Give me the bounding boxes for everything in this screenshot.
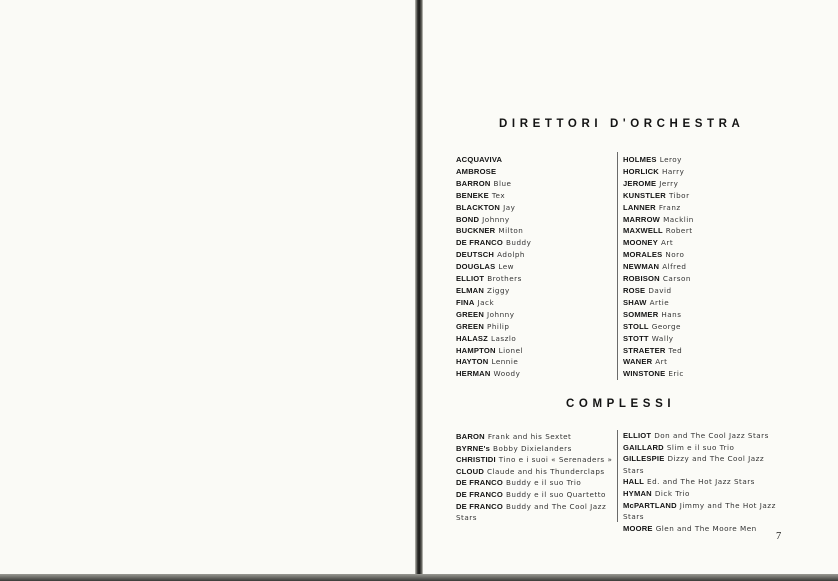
- list-item: [623, 237, 793, 249]
- groups-heading: COMPLESSI: [566, 398, 676, 410]
- surname: BENEKE: [456, 190, 489, 200]
- surname: BARRON: [456, 178, 491, 188]
- left-blank-page: [0, 0, 415, 581]
- list-item: [623, 333, 793, 345]
- given-name: Harry: [662, 166, 685, 176]
- list-item: [456, 249, 606, 261]
- list-item: [456, 166, 606, 178]
- list-item: [456, 273, 606, 285]
- groups-list-right: [623, 430, 785, 534]
- list-item: [456, 154, 606, 166]
- list-item: [456, 477, 616, 489]
- surname: DE FRANCO: [456, 478, 503, 488]
- list-item: [456, 309, 606, 321]
- list-item: [623, 202, 793, 214]
- surname: ROBISON: [623, 274, 660, 284]
- list-item: [456, 431, 616, 443]
- given-name: Milton: [498, 226, 524, 236]
- list-item: [456, 443, 616, 455]
- list-item: [623, 345, 793, 357]
- surname: FINA: [456, 297, 475, 307]
- given-name: Lennie: [491, 357, 519, 367]
- given-name: Art: [655, 357, 668, 367]
- surname: HAMPTON: [456, 345, 496, 355]
- list-item: [456, 214, 606, 226]
- list-item: [623, 476, 785, 488]
- list-item: [456, 356, 606, 368]
- list-item: [456, 202, 606, 214]
- given-name: Buddy: [505, 238, 532, 248]
- surname: STOLL: [623, 321, 649, 331]
- group-description: Dick Trio: [654, 488, 690, 498]
- list-item: [456, 225, 606, 237]
- list-item: [623, 442, 785, 454]
- group-description: Tino e i suoi « Serenaders »: [498, 455, 613, 465]
- given-name: Philip: [487, 321, 510, 331]
- page-number: 7: [776, 531, 782, 542]
- given-name: Franz: [658, 202, 681, 212]
- surname: SOMMER: [623, 309, 659, 319]
- given-name: Wally: [651, 333, 674, 343]
- surname: BYRNE's: [456, 443, 491, 453]
- list-item: [623, 368, 793, 380]
- given-name: Macklin: [663, 214, 694, 224]
- list-item: [623, 285, 793, 297]
- surname: BARON: [456, 432, 485, 441]
- surname: MARROW: [623, 214, 661, 224]
- given-name: Alfred: [662, 262, 687, 272]
- given-name: Robert: [665, 226, 693, 236]
- orchestra-heading: DIRETTORI D'ORCHESTRA: [499, 118, 745, 130]
- surname: DE FRANCO: [456, 489, 503, 499]
- surname: GAILLARD: [623, 442, 664, 452]
- given-name: Tex: [491, 190, 506, 200]
- orchestra-list-left: [456, 154, 606, 380]
- book-gutter: [415, 0, 423, 581]
- given-name: Blue: [493, 178, 512, 188]
- surname: STOTT: [623, 333, 649, 343]
- surname: GREEN: [456, 321, 485, 331]
- surname: BLACKTON: [456, 202, 501, 212]
- given-name: Tibor: [668, 190, 690, 200]
- given-name: Jerry: [659, 178, 679, 188]
- given-name: Lionel: [498, 345, 524, 355]
- given-name: Adolph: [497, 250, 525, 260]
- surname: KUNSTLER: [623, 190, 666, 200]
- given-name: Jack: [477, 297, 495, 307]
- given-name: Jay: [503, 202, 516, 212]
- surname: HERMAN: [456, 369, 491, 379]
- list-item: [623, 273, 793, 285]
- group-description: Glen and The Moore Men: [655, 523, 757, 533]
- column-divider: [617, 430, 618, 522]
- surname: ACQUAVIVA: [456, 155, 503, 164]
- group-description: Don and The Cool Jazz Stars: [654, 431, 769, 440]
- given-name: Ted: [668, 345, 683, 355]
- surname: HOLMES: [623, 155, 657, 164]
- surname: MORALES: [623, 250, 663, 260]
- surname: WINSTONE: [623, 369, 666, 379]
- given-name: Woody: [493, 369, 521, 379]
- group-description: Slim e il suo Trio: [666, 442, 735, 452]
- column-divider: [617, 152, 618, 380]
- given-name: George: [651, 321, 681, 331]
- list-item: [456, 190, 606, 202]
- list-item: [623, 190, 793, 202]
- group-description: Jimmy and The Hot Jazz Stars: [623, 500, 776, 522]
- surname: NEWMAN: [623, 262, 660, 272]
- list-item: [623, 178, 793, 190]
- given-name: David: [648, 285, 672, 295]
- given-name: Hans: [661, 309, 682, 319]
- group-description: Ed. and The Hot Jazz Stars: [647, 477, 755, 487]
- given-name: Artie: [649, 297, 670, 307]
- surname: BOND: [456, 214, 480, 224]
- list-item: [623, 488, 785, 500]
- list-item: [456, 466, 616, 478]
- surname: ELMAN: [456, 285, 484, 295]
- list-item: [456, 333, 606, 345]
- given-name: Leroy: [659, 155, 682, 164]
- list-item: [456, 285, 606, 297]
- surname: BUCKNER: [456, 226, 496, 236]
- list-item: [623, 166, 793, 178]
- given-name: Art: [660, 238, 674, 248]
- given-name: Carson: [662, 274, 691, 284]
- list-item: [456, 501, 616, 524]
- surname: MOORE: [623, 523, 653, 533]
- list-item: [623, 356, 793, 368]
- given-name: Ziggy: [487, 285, 510, 295]
- list-item: [623, 154, 793, 166]
- list-item: [456, 178, 606, 190]
- surname: HYMAN: [623, 488, 652, 498]
- list-item: [623, 430, 785, 442]
- given-name: Eric: [668, 369, 684, 379]
- list-item: [623, 297, 793, 309]
- surname: DE FRANCO: [456, 238, 503, 248]
- orchestra-list-right: [623, 154, 793, 380]
- list-item: [623, 309, 793, 321]
- book-bottom-edge: [0, 574, 838, 581]
- surname: MOONEY: [623, 238, 658, 248]
- surname: ELLIOT: [456, 274, 485, 284]
- surname: STRAETER: [623, 345, 666, 355]
- surname: HORLICK: [623, 166, 659, 176]
- list-item: [456, 297, 606, 309]
- surname: HAYTON: [456, 357, 489, 367]
- surname: ROSE: [623, 285, 646, 295]
- surname: DE FRANCO: [456, 501, 503, 511]
- given-name: Noro: [665, 250, 685, 260]
- surname: DOUGLAS: [456, 262, 496, 272]
- list-item: [623, 453, 785, 476]
- list-item: [623, 523, 785, 535]
- group-description: Buddy e il suo Trio: [505, 478, 582, 488]
- list-item: [456, 454, 616, 466]
- surname: SHAW: [623, 297, 647, 307]
- surname: HALASZ: [456, 333, 488, 343]
- right-page: [423, 0, 838, 581]
- surname: AMBROSE: [456, 166, 497, 176]
- given-name: Lew: [498, 262, 515, 272]
- given-name: Johnny: [487, 309, 515, 319]
- surname: ELLIOT: [623, 431, 652, 440]
- group-description: Claude and his Thunderclaps: [487, 466, 605, 476]
- list-item: [456, 345, 606, 357]
- surname: McPARTLAND: [623, 500, 677, 510]
- list-item: [623, 261, 793, 273]
- list-item: [623, 249, 793, 261]
- list-item: [456, 261, 606, 273]
- surname: WANER: [623, 357, 653, 367]
- list-item: [623, 214, 793, 226]
- group-description: Bobby Dixielanders: [493, 443, 572, 453]
- surname: GREEN: [456, 309, 485, 319]
- list-item: [456, 321, 606, 333]
- given-name: Johnny: [482, 214, 510, 224]
- list-item: [456, 368, 606, 380]
- surname: CHRISTIDI: [456, 455, 496, 465]
- surname: HALL: [623, 477, 645, 487]
- surname: JEROME: [623, 178, 657, 188]
- list-item: [623, 225, 793, 237]
- group-description: Frank and his Sextet: [487, 432, 572, 441]
- given-name: Laszlo: [491, 333, 517, 343]
- groups-list-left: [456, 431, 616, 524]
- surname: LANNER: [623, 202, 656, 212]
- list-item: [456, 237, 606, 249]
- surname: CLOUD: [456, 466, 484, 476]
- group-description: Dizzy and The Cool Jazz Stars: [623, 454, 765, 475]
- group-description: Buddy and The Cool Jazz Stars: [456, 501, 607, 523]
- list-item: [456, 489, 616, 501]
- list-item: [623, 500, 785, 523]
- surname: MAXWELL: [623, 226, 663, 236]
- surname: GILLESPIE: [623, 454, 665, 464]
- group-description: Buddy e il suo Quartetto: [505, 489, 606, 499]
- surname: DEUTSCH: [456, 250, 495, 260]
- given-name: Brothers: [487, 274, 522, 284]
- list-item: [623, 321, 793, 333]
